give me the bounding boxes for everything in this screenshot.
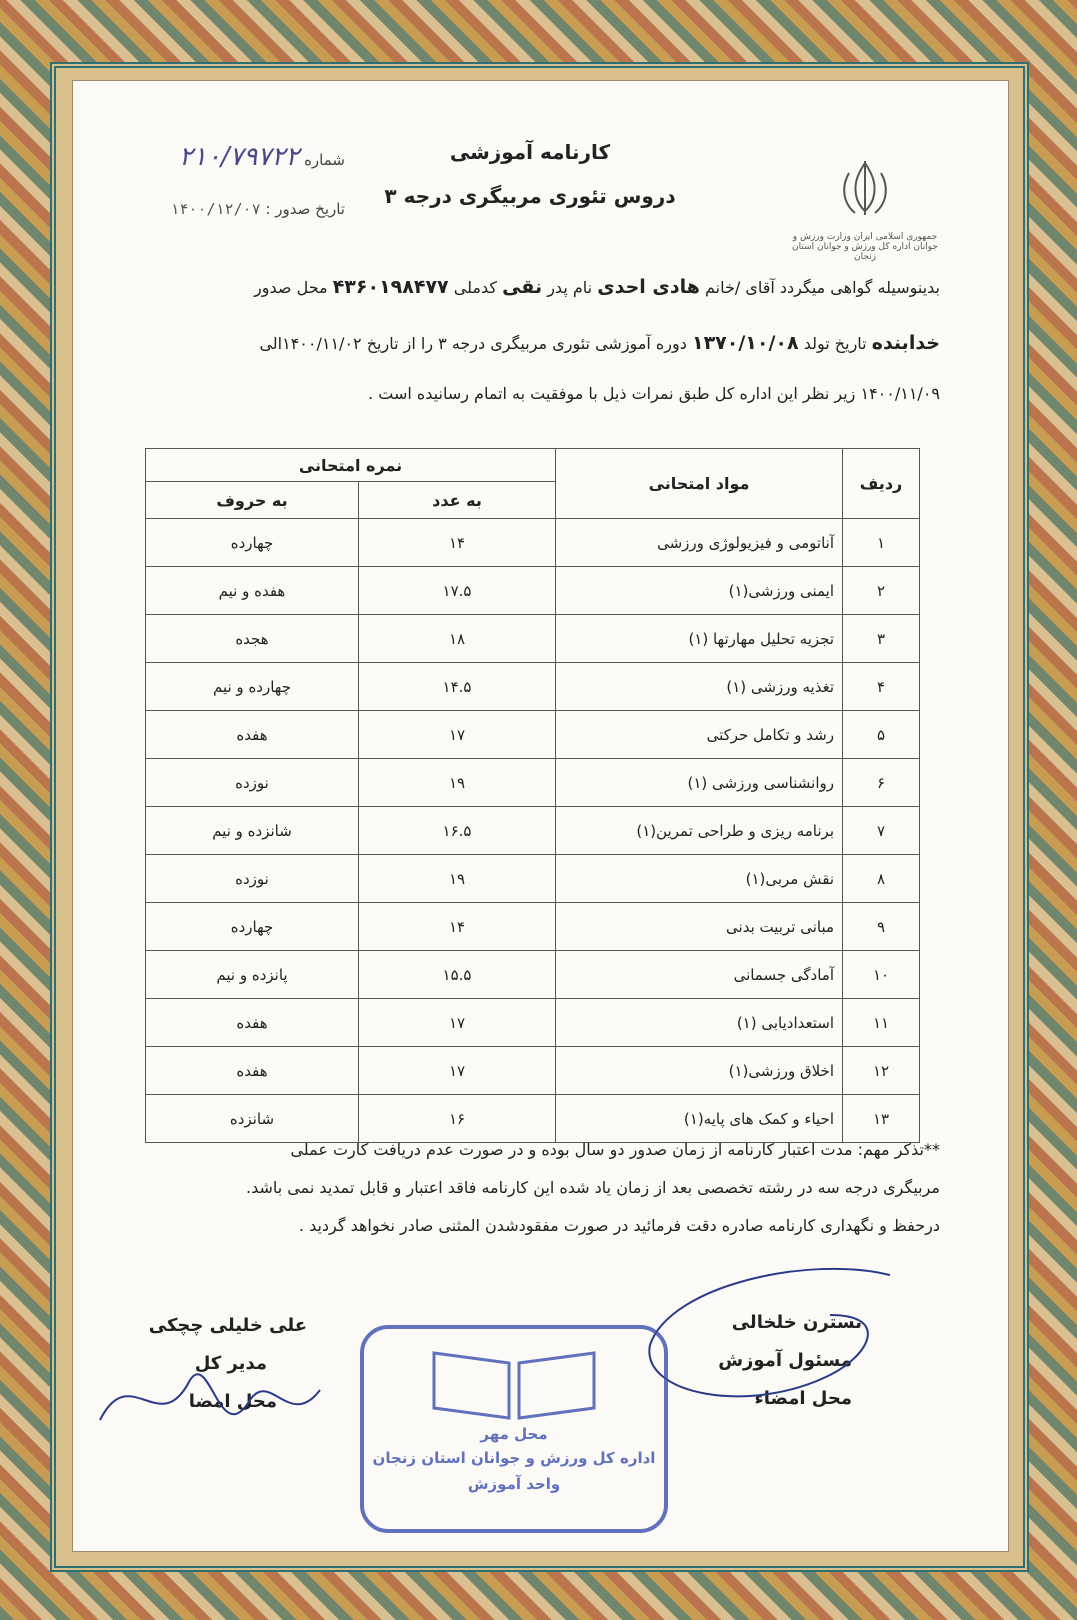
grade-number-cell: ۱۶.۵ [359,807,556,855]
header-row-number: ردیف [843,449,920,519]
subject-cell: برنامه ریزی و طراحی تمرین(۱) [556,807,843,855]
official-stamp [360,1325,668,1533]
grade-number-cell: ۱۹ [359,759,556,807]
right-signatory-name: نسترن خلخالی [731,1312,862,1333]
subject-cell: احیاء و کمک های پایه(۱) [556,1095,843,1143]
grade-words-cell: هجده [146,615,359,663]
grade-number-cell: ۱۴ [359,903,556,951]
subject-cell: تغذیه ورزشی (۱) [556,663,843,711]
subject-cell: آناتومی و فیزیولوژی ورزشی [556,519,843,567]
grade-words-cell: نوزده [146,855,359,903]
issue-date [125,200,345,218]
holder-name: هادی احدی [597,276,700,298]
row-number: ۶ [843,759,920,807]
grade-words-cell: شانزده و نیم [146,807,359,855]
subject-cell: آمادگی جسمانی [556,951,843,999]
grade-words-cell: هفده و نیم [146,567,359,615]
iran-emblem-icon [830,155,900,235]
subject-cell: استعدادیابی (۱) [556,999,843,1047]
right-signatory-place: محل امضاء [754,1388,852,1409]
grade-number-cell: ۱۴.۵ [359,663,556,711]
birth-label: تاریخ تولد [803,334,867,353]
grade-words-cell: چهارده [146,519,359,567]
nid-label: کدملی [453,278,497,297]
table-row [146,711,920,759]
grade-words-cell: نوزده [146,759,359,807]
subject-cell: تجزیه تحلیل مهارتها (۱) [556,615,843,663]
table-row [146,519,920,567]
header-grade: نمره امتحانی [146,449,556,482]
right-signatory-title: مسئول آموزش [718,1350,852,1371]
stamp-line-1: اداره کل ورزش و جوانان استان زنجان [372,1449,656,1467]
stamp-place: محل مهر [480,1425,548,1443]
table-row [146,1047,920,1095]
body-line-3: ۱۴۰۰/۱۱/۰۹ زیر نظر این اداره کل طبق نمرات ذیل با موفقیت به اتمام رسانیده است . [368,384,940,403]
row-number: ۳ [843,615,920,663]
left-signatory-name: علی خلیلی چچکی [148,1315,307,1336]
notice-line-1: **تذکر مهم: مدت اعتبار کارنامه از زمان صدور دو سال بوده و در صورت عدم دریافت کارت عملی [290,1140,940,1159]
grade-number-cell: ۱۸ [359,615,556,663]
grade-words-cell: پانزده و نیم [146,951,359,999]
grade-words-cell: هفده [146,711,359,759]
row-number: ۱۳ [843,1095,920,1143]
grade-number-cell: ۱۴ [359,519,556,567]
grade-number-cell: ۱۹ [359,855,556,903]
subject-cell: ایمنی ورزشی(۱) [556,567,843,615]
grade-number-cell: ۱۷.۵ [359,567,556,615]
number-label: شماره [304,151,345,169]
certificate-number [125,142,345,172]
row-number: ۱۰ [843,951,920,999]
header-subject: مواد امتحانی [556,449,843,519]
table-row [146,951,920,999]
row-number: ۱۲ [843,1047,920,1095]
number-value: ۲۱۰/۷۹۷۲۲ [178,142,300,172]
national-id: ۴۳۶۰۱۹۸۴۷۷ [332,276,449,298]
body-line-2 [130,332,940,355]
subject-cell: رشد و تکامل حرکتی [556,711,843,759]
subject-cell: مبانی تربیت بدنی [556,903,843,951]
table-row [146,663,920,711]
certificate-title: کارنامه آموزشی [449,140,611,164]
left-signatory-title: مدیر کل [194,1353,267,1374]
grade-number-cell: ۱۶ [359,1095,556,1143]
grade-words-cell: هفده [146,999,359,1047]
table-row [146,999,920,1047]
birth-date: ۱۳۷۰/۱۰/۰۸ [691,332,799,354]
table-row [146,1095,920,1143]
left-signatory-place: محل امضا [188,1391,277,1412]
row-number: ۲ [843,567,920,615]
father-label: نام پدر [547,278,593,297]
table-row [146,903,920,951]
row-number: ۸ [843,855,920,903]
table-row [146,855,920,903]
table-row [146,807,920,855]
subject-cell: اخلاق ورزشی(۱) [556,1047,843,1095]
row-number: ۱ [843,519,920,567]
row-number: ۱۱ [843,999,920,1047]
grade-words-cell: هفده [146,1047,359,1095]
certificate-subtitle: دروس تئوری مربیگری درجه ۳ [384,184,676,208]
header-grade-number: به عدد [359,482,556,519]
row-number: ۷ [843,807,920,855]
row-number: ۵ [843,711,920,759]
row-number: ۹ [843,903,920,951]
grade-words-cell: چهارده و نیم [146,663,359,711]
grade-number-cell: ۱۷ [359,999,556,1047]
date-label: تاریخ صدور : [265,200,345,218]
body-text: دوره آموزشی تئوری مربیگری درجه ۳ را از تاریخ ۱۴۰۰/۱۱/۰۲الی [259,334,687,353]
row-number: ۴ [843,663,920,711]
grades-table [145,448,920,1143]
table-row [146,567,920,615]
book-icon [424,1343,604,1423]
body-text: بدینوسیله گواهی میگردد آقای /خانم [704,278,940,297]
issue-label: محل صدور [254,278,328,297]
notice-line-3: درحفظ و نگهداری کارنامه صادره دقت فرمائید در صورت مفقودشدن المثنی صادر نخواهد گردید . [298,1216,940,1235]
table-row [146,615,920,663]
handwritten-signature-right [630,1255,910,1425]
emblem-caption: جمهوری اسلامی ایران وزارت ورزش و جوانان اداره کل ورزش و جوانان استان زنجان [792,232,938,262]
subject-cell: روانشناسی ورزشی (۱) [556,759,843,807]
header-grade-words: به حروف [146,482,359,519]
handwritten-signature-left [90,1340,330,1460]
body-line-1 [130,276,940,299]
subject-cell: نقش مربی(۱) [556,855,843,903]
father-name: نقی [502,276,543,298]
grade-number-cell: ۱۷ [359,711,556,759]
stamp-line-2: واحد آموزش [467,1475,561,1493]
grade-number-cell: ۱۵.۵ [359,951,556,999]
table-row [146,759,920,807]
grade-words-cell: چهارده [146,903,359,951]
grade-number-cell: ۱۷ [359,1047,556,1095]
issue-place: خدابنده [871,332,940,354]
date-value: ۱۴۰۰/۱۲/۰۷ [170,200,261,218]
grade-words-cell: شانزده [146,1095,359,1143]
notice-line-2: مربیگری درجه سه در رشته تخصصی بعد از زمان یاد شده این کارنامه فاقد اعتبار و قابل تمدید نمی باشد. [246,1178,940,1197]
